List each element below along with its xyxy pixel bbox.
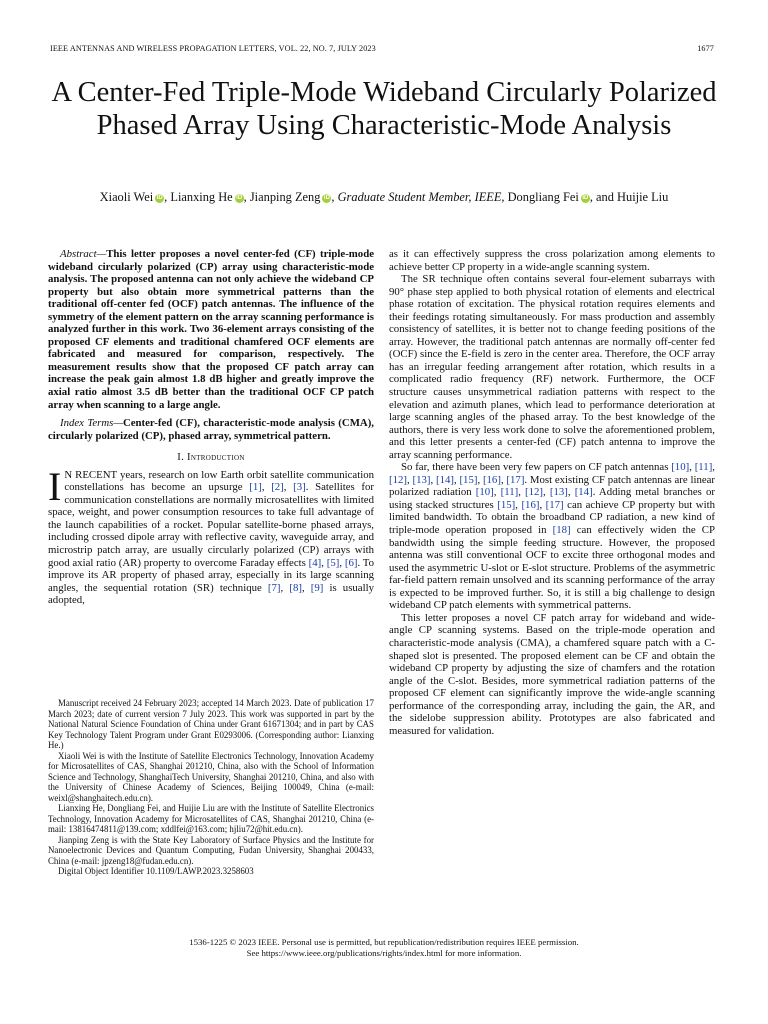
intro-paragraph: I N RECENT years, research on low Earth orbit satellite communication constellations has become an upsurge [1], [2], [3]. Satellites for communication constellations are normally microsatellites with limited space, weight, and power consumption resources to take full advantage of the launch capabilities of a rocket. Popular satellite-borne phased arrays, including crossed dipole array with reflective cavity, waveguide array, and microstrip patch array, are usually circularly polarized (CP) arrays with good axial ratio (AR) property to overcome Faraday effects [4], [5], [6]. To improve its AR property of phased array, especially in its large scanning angles, the sequential rotation (SR) technique [7], [8], [9] is usually adopted, [48, 463, 374, 607]
citation-link[interactable]: [9] [310, 581, 324, 594]
abstract [48, 248, 374, 411]
footnote-manuscript: Manuscript received 24 February 2023; accepted 14 March 2023. Date of publication 17 March 2023; date of current version 7 July 2023. This work was supported in part by the National Natural Science Foundation of China under Grant 61671304; and in part by CAS Key Technology Talent Program under Grant E0293006. (Corresponding author: Lianxing He.) [48, 698, 374, 750]
citation-link[interactable]: [14] [435, 473, 454, 486]
citation-link[interactable]: [15] [497, 498, 516, 511]
drop-cap: I [48, 463, 62, 509]
citation-link[interactable]: [6] [344, 556, 358, 569]
citation-link[interactable]: [10] [475, 486, 494, 499]
citation-link[interactable]: [12] [389, 473, 407, 486]
citation-link[interactable]: [12] [525, 486, 544, 499]
footnote-affiliation: Xiaoli Wei is with the Institute of Satellite Electronics Technology, Innovation Academy for Microsatellites of CAS, Shanghai 201210, China, also with the School of Information Science and Technology, ShanghaiTech University, Shanghai 201210, China, and also with the University of Chinese Academy of Sciences, Beijing 100049, China (e-mail: weixl@shanghaitech.edu.cn). [48, 750, 374, 803]
left-column [48, 248, 374, 607]
orcid-icon[interactable]: iD [156, 195, 163, 201]
page-number: 1677 [697, 44, 714, 53]
citation-link[interactable]: [16] [482, 473, 501, 486]
citation-link[interactable]: [3] [293, 481, 306, 494]
footnote-affiliation: Lianxing He, Dongliang Fei, and Huijie Liu are with the Institute of Satellite Electronics Technology, Innovation Academy for Microsatellites of CAS, Shanghai 201210, China (e-mail: 13816474811@139.com; xddlfei@163.com; hjliu72@hit.edu.cn). [48, 803, 374, 834]
orcid-icon[interactable]: iD [236, 195, 243, 201]
section-heading: I. Introduction [177, 452, 245, 464]
citation-link[interactable]: [13] [412, 473, 431, 486]
paper-title: A Center-Fed Triple-Mode Wideband Circularly Polarized Phased Array Using Characteristic-Mode Analysis [51, 77, 717, 141]
citation-link[interactable]: [8] [289, 581, 302, 594]
copyright-footer [40, 937, 728, 959]
citation-link[interactable]: [2] [271, 481, 284, 494]
author-name[interactable]: Dongliang Fei [507, 190, 579, 204]
author-name[interactable]: Xiaoli Wei [99, 190, 154, 204]
citation-link[interactable]: [11] [500, 486, 519, 499]
citation-link[interactable]: [5] [326, 556, 340, 569]
author-list: Xiaoli Wei iD , Lianxing He iD , Jianping Zeng iD , Graduate Student Member, IEEE, Dongliang Fei iD , and Huijie Liu [99, 190, 669, 204]
citation-link[interactable]: [1] [249, 481, 262, 494]
orcid-icon[interactable]: iD [582, 195, 589, 201]
citation-link[interactable]: [17] [545, 498, 564, 511]
body-paragraph: This letter proposes a novel CF patch array for wideband and wide-angle CP scanning systems. Based on the triple-mode operation and characteristic-mode analysis (CMA), a chamfered square patch with a C-shaped slot is presented. The proposed element can be CF and obtain the wideband CP property by adjusting the size of chamfers and the rotation angle of the C-slot. Besides, more symmetrical radiation patterns of the proposed CF element can significantly improve the wide-angle scanning performance of the corresponding array, including the gain, the AR, and the sidelobe suppression ability. Prototypes are also fabricated and measured for validation. [389, 611, 715, 737]
index-terms-text: Center-fed (CF), characteristic-mode analysis (CMA), circularly polarized (CP), phased array, symmetrical pattern. [48, 417, 374, 442]
citation-link[interactable]: [7] [267, 581, 281, 594]
abstract-text: This letter proposes a novel center-fed (CF) triple-mode wideband circularly polarized (CP) array using characteristic-mode analysis. The proposed antenna can not only achieve the wideband CP property but also obtain more symmetrical patterns than the traditional off-center fed (OCF) patch antennas. The influence of the symmetry of the element pattern on the array scanning performance is analyzed further in this work. Two 36-element arrays consisting of the proposed CF elements and traditional chamfered OCF elements are fabricated and measured for comparison, respectively. The measurement results show that the proposed CF patch array can increase the peak gain almost 1.8 dB higher and greatly improve the axial ratio almost 3.5 dB better than the traditional OCF CP patch array when scanning to a large angle. [48, 248, 374, 411]
footnotes [48, 698, 374, 877]
body-paragraph: as it can effectively suppress the cross polarization among elements to achieve better CP property in a wide-angle scanning system. [389, 248, 715, 273]
body-paragraph: The SR technique often contains several four-element subarrays with 90° phase step applied to both physical rotation of elements and electrical phase rotation of excitation. The physical rotation requires elements and their feedings rotating simultaneously. For mass production and assembly consistency of satellites, it is better not to change feeding positions of the array. However, the traditional patch antennas are normally off-center fed (OCF) since the E-field is zero in the center area. Therefore, the OCF array has an irregular feeding arrangement after rotation, which results in a complicated radio frequency (RF) network. Furthermore, the OCF structure causes unsymmetrical radiation patterns with respect to the elevation and azimuth planes, which lead to performance deterioration at large scanning angles of the phased array. To the best knowledge of the authors, there is very less work done to solve the aforementioned problem, and this letter presents a center-fed (CF) patch antenna to improve the array scanning performance. [389, 273, 715, 461]
citation-link[interactable]: [11] [694, 461, 713, 474]
author-name[interactable]: Lianxing He [170, 190, 233, 204]
citation-link[interactable]: [14] [574, 486, 593, 499]
orcid-icon[interactable]: iD [323, 195, 330, 201]
citation-link[interactable]: [4] [308, 556, 322, 569]
index-terms-label: Index Terms— [60, 417, 123, 430]
author-role: Graduate Student Member, IEEE [337, 190, 502, 204]
citation-link[interactable]: [16] [521, 498, 540, 511]
author-name[interactable]: Jianping Zeng [249, 190, 321, 204]
permissions-link[interactable]: See https://www.ieee.org/publications/rights/index.html for more information. [246, 948, 522, 958]
citation-link[interactable]: [17] [506, 473, 525, 486]
right-column [389, 248, 715, 737]
copyright-line: 1536-1225 © 2023 IEEE. Personal use is permitted, but republication/redistribution requires IEEE permission. [189, 937, 579, 947]
footnote-affiliation: Jianping Zeng is with the State Key Laboratory of Surface Physics and the Institute for Nanoelectronic Devices and Quantum Computing, Fudan University, Shanghai 200433, China (e-mail: jpzeng18@fudan.edu.cn). [48, 834, 374, 866]
citation-link[interactable]: [15] [459, 473, 478, 486]
citation-link[interactable]: [18] [552, 524, 571, 537]
citation-link[interactable]: [13] [549, 486, 568, 499]
doi[interactable]: Digital Object Identifier 10.1109/LAWP.2023.3258603 [58, 866, 254, 876]
journal-name: IEEE ANTENNAS AND WIRELESS PROPAGATION LETTERS, VOL. 22, NO. 7, JULY 2023 [50, 44, 376, 53]
abstract-label: Abstract— [60, 248, 107, 260]
author-name[interactable]: Huijie Liu [617, 190, 669, 204]
body-paragraph: So far, there have been very few papers on CF patch antennas [10], [11], [12], [13], [14], [15], [16], [17]. Most existing CF patch antennas are linear polarized radiation [10], [11], [12], [13], [14]. Adding metal branches or using stacked structures [15], [16], [17] can achieve CP property but with limited bandwidth. To obtain the broadband CP radiation, a new kind of triple-mode operation proposed in [18] can effectively widen the CP bandwidth using the simple feeding structure. However, the proposed antenna was still conventional OCF to excite three orthogonal modes and used the asymmetric U-slot or E-slot structure. Problems of the asymmetric far-field pattern remain unsolved and its scanning performance of the array is expected to be improved further. So, it is still a big challenge to design wideband CP patch elements with symmetrical patterns. [389, 461, 716, 612]
index-terms [48, 417, 374, 442]
citation-link[interactable]: [10] [671, 461, 690, 474]
